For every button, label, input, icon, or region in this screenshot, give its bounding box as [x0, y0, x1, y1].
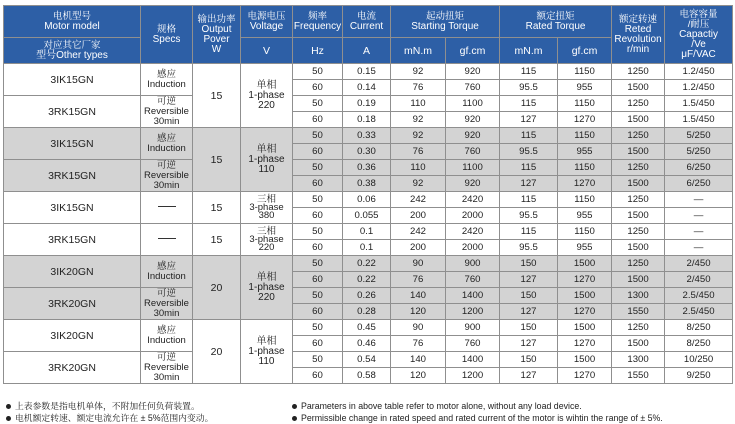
spec-en: Reversible: [144, 361, 189, 373]
cell-starting-torque-gfcm: 900: [446, 320, 500, 336]
voltage-phase: 1-phase: [248, 281, 285, 293]
cell-starting-torque-mnm: 76: [391, 80, 446, 96]
voltage-phase: 3-phase: [249, 201, 284, 213]
cell-rated-speed: 1500: [612, 112, 665, 128]
notes-english: [292, 400, 663, 424]
cell-rated-torque-mnm: 127: [500, 304, 558, 320]
cell-starting-torque-mnm: 200: [391, 208, 446, 224]
unit-rated-torque-gfcm: gf.cm: [558, 38, 612, 64]
spec-en: Reversible: [144, 297, 189, 309]
cell-rated-torque-mnm: 127: [500, 336, 558, 352]
table-row: [4, 192, 733, 208]
cell-rated-torque-gfcm: 1500: [558, 256, 612, 272]
spec-type: [141, 256, 193, 288]
output-power: 15: [193, 224, 241, 256]
cell-rated-torque-mnm: 127: [500, 112, 558, 128]
motor-model: 3RK15GN: [4, 160, 141, 192]
cell-capacitor: 1.2/450: [665, 64, 733, 80]
output-power: 20: [193, 256, 241, 320]
cell-rated-torque-gfcm: 955: [558, 208, 612, 224]
cell-capacitor: 8/250: [665, 336, 733, 352]
cell-rated-torque-gfcm: 1270: [558, 368, 612, 384]
cell-frequency: 50: [293, 256, 343, 272]
cell-current: 0.28: [343, 304, 391, 320]
cell-starting-torque-mnm: 76: [391, 144, 446, 160]
unit-voltage: V: [241, 38, 293, 64]
cell-starting-torque-mnm: 242: [391, 224, 446, 240]
motor-model: 3RK20GN: [4, 352, 141, 384]
note-en-2: Permissible change in rated speed and rated current of the motor is wihtin the range of ± 5%.: [301, 413, 663, 423]
cell-rated-torque-mnm: 150: [500, 352, 558, 368]
voltage-cn: 单相: [256, 79, 277, 91]
motor-spec-table: [3, 5, 733, 384]
spec-en: Induction: [147, 334, 186, 346]
header-current: 电流 Current: [343, 6, 391, 38]
cell-rated-torque-gfcm: 1270: [558, 304, 612, 320]
cell-rated-torque-gfcm: 955: [558, 144, 612, 160]
voltage-cn: 单相: [256, 271, 277, 283]
voltage-cn: 三相: [256, 225, 276, 237]
header-starting-torque: 起动扭矩 Starting Torque: [391, 6, 500, 38]
cell-rated-torque-gfcm: 1150: [558, 224, 612, 240]
voltage-value: 110: [258, 355, 275, 367]
cell-current: 0.58: [343, 368, 391, 384]
voltage-value: 220: [258, 99, 275, 111]
cell-capacitor: 9/250: [665, 368, 733, 384]
voltage-value: 220: [258, 241, 275, 253]
header-capacity: 电容容量 /耐压 Capactiy /Ve μF/VAC: [665, 6, 733, 64]
spec-cn: 感应: [156, 260, 176, 272]
table-row: [4, 96, 733, 112]
spec-en: Reversible: [144, 169, 189, 181]
cell-rated-speed: 1300: [612, 288, 665, 304]
header-voltage: 电源电压 Voltage: [241, 6, 293, 38]
cell-rated-torque-mnm: 115: [500, 64, 558, 80]
cell-rated-torque-gfcm: 1270: [558, 336, 612, 352]
cell-capacitor: 8/250: [665, 320, 733, 336]
header-motor-model: 电机型号 Motor model: [4, 6, 141, 38]
cell-capacitor: —: [665, 192, 733, 208]
cell-rated-speed: 1550: [612, 304, 665, 320]
cell-rated-torque-gfcm: 1150: [558, 192, 612, 208]
spec-type: [141, 64, 193, 96]
cell-starting-torque-gfcm: 2420: [446, 224, 500, 240]
cell-current: 0.15: [343, 64, 391, 80]
table-row: [4, 352, 733, 368]
cell-frequency: 50: [293, 192, 343, 208]
bullet-icon: [6, 416, 11, 421]
output-power: 15: [193, 64, 241, 128]
spec-en: Reversible: [144, 105, 189, 117]
cell-starting-torque-gfcm: 920: [446, 128, 500, 144]
table-row: [4, 256, 733, 272]
cell-rated-speed: 1550: [612, 368, 665, 384]
motor-model: 3RK20GN: [4, 288, 141, 320]
voltage-value: 220: [258, 291, 275, 303]
motor-model: 3RK15GN: [4, 96, 141, 128]
cell-capacitor: —: [665, 224, 733, 240]
cell-starting-torque-gfcm: 920: [446, 112, 500, 128]
cell-starting-torque-gfcm: 760: [446, 144, 500, 160]
cell-capacitor: 5/250: [665, 144, 733, 160]
header-rated-speed: 额定转速 Reted Revolution r/min: [612, 6, 665, 64]
spec-type: [141, 288, 193, 320]
cell-current: 0.14: [343, 80, 391, 96]
voltage-phase: 1-phase: [248, 345, 285, 357]
cell-capacitor: 2.5/450: [665, 304, 733, 320]
cell-current: 0.22: [343, 272, 391, 288]
cell-starting-torque-mnm: 120: [391, 304, 446, 320]
cell-capacitor: 10/250: [665, 352, 733, 368]
cell-current: 0.33: [343, 128, 391, 144]
cell-starting-torque-mnm: 92: [391, 128, 446, 144]
cell-starting-torque-mnm: 92: [391, 176, 446, 192]
spec-type: [141, 224, 193, 256]
cell-rated-torque-gfcm: 1500: [558, 320, 612, 336]
cell-rated-torque-mnm: 127: [500, 176, 558, 192]
cell-rated-speed: 1250: [612, 192, 665, 208]
cell-starting-torque-mnm: 120: [391, 368, 446, 384]
spec-duration: 30min: [153, 179, 180, 191]
cell-frequency: 60: [293, 144, 343, 160]
cell-rated-speed: 1250: [612, 320, 665, 336]
cell-current: 0.18: [343, 112, 391, 128]
output-power: 15: [193, 128, 241, 192]
bullet-icon: [292, 416, 297, 421]
cell-current: 0.055: [343, 208, 391, 224]
header-other-types: 对应其它厂家 型号Other types: [4, 38, 141, 64]
note-cn-1: 上表参数是指电机单体，不附加任何负荷装置。: [15, 401, 200, 411]
cell-rated-torque-gfcm: 1150: [558, 64, 612, 80]
voltage: [241, 128, 293, 192]
cell-current: 0.45: [343, 320, 391, 336]
unit-frequency: Hz: [293, 38, 343, 64]
spec-duration: 30min: [153, 115, 180, 127]
cell-starting-torque-gfcm: 760: [446, 80, 500, 96]
cell-starting-torque-gfcm: 1100: [446, 96, 500, 112]
cell-rated-torque-mnm: 95.5: [500, 80, 558, 96]
cell-rated-torque-mnm: 150: [500, 288, 558, 304]
cell-frequency: 60: [293, 112, 343, 128]
cell-starting-torque-gfcm: 1400: [446, 288, 500, 304]
voltage: [241, 64, 293, 128]
cell-rated-torque-mnm: 127: [500, 272, 558, 288]
header-specs: 规格 Specs: [141, 6, 193, 64]
cell-rated-speed: 1500: [612, 80, 665, 96]
cell-rated-torque-mnm: 95.5: [500, 144, 558, 160]
cell-starting-torque-mnm: 92: [391, 64, 446, 80]
voltage: [241, 256, 293, 320]
spec-cn: 感应: [156, 68, 176, 80]
table-row: [4, 160, 733, 176]
cell-capacitor: 2/450: [665, 256, 733, 272]
table-row: [4, 128, 733, 144]
cell-frequency: 50: [293, 288, 343, 304]
cell-starting-torque-mnm: 140: [391, 352, 446, 368]
output-power: 15: [193, 192, 241, 224]
voltage-cn: 单相: [256, 335, 277, 347]
cell-current: 0.38: [343, 176, 391, 192]
table-row: [4, 288, 733, 304]
cell-starting-torque-mnm: 242: [391, 192, 446, 208]
cell-starting-torque-gfcm: 1100: [446, 160, 500, 176]
cell-current: 0.1: [343, 240, 391, 256]
spec-duration: 30min: [153, 371, 180, 383]
spec-en: Induction: [147, 270, 186, 282]
cell-starting-torque-gfcm: 1200: [446, 304, 500, 320]
cell-starting-torque-gfcm: 920: [446, 64, 500, 80]
voltage-phase: 1-phase: [248, 153, 285, 165]
spec-type: [141, 352, 193, 384]
cell-current: 0.54: [343, 352, 391, 368]
cell-current: 0.36: [343, 160, 391, 176]
cell-frequency: 60: [293, 240, 343, 256]
cell-rated-torque-mnm: 150: [500, 320, 558, 336]
unit-current: A: [343, 38, 391, 64]
dash-mark: [158, 238, 176, 239]
cell-rated-torque-mnm: 115: [500, 96, 558, 112]
spec-type: [141, 320, 193, 352]
cell-rated-torque-mnm: 127: [500, 368, 558, 384]
cell-current: 0.19: [343, 96, 391, 112]
spec-duration: 30min: [153, 307, 180, 319]
voltage: [241, 192, 293, 224]
cell-starting-torque-mnm: 110: [391, 160, 446, 176]
table-header: [4, 6, 733, 64]
cell-starting-torque-mnm: 76: [391, 272, 446, 288]
cell-starting-torque-mnm: 92: [391, 112, 446, 128]
cell-frequency: 60: [293, 304, 343, 320]
cell-rated-torque-gfcm: 1270: [558, 176, 612, 192]
spec-cn: 感应: [156, 132, 176, 144]
note-cn-2: 电机额定转速、额定电流允许在 ± 5%范围内变动。: [15, 413, 214, 423]
cell-rated-speed: 1250: [612, 128, 665, 144]
spec-cn: 可逆: [156, 351, 176, 363]
cell-frequency: 60: [293, 272, 343, 288]
cell-rated-torque-gfcm: 1500: [558, 352, 612, 368]
cell-rated-speed: 1250: [612, 160, 665, 176]
cell-capacitor: —: [665, 240, 733, 256]
motor-model: 3RK15GN: [4, 224, 141, 256]
cell-frequency: 60: [293, 80, 343, 96]
cell-frequency: 60: [293, 176, 343, 192]
cell-starting-torque-gfcm: 1200: [446, 368, 500, 384]
spec-en: Induction: [147, 78, 186, 90]
cell-rated-speed: 1250: [612, 256, 665, 272]
header-rated-torque: 额定扭矩 Rated Torque: [500, 6, 612, 38]
cell-frequency: 50: [293, 320, 343, 336]
cell-capacitor: —: [665, 208, 733, 224]
cell-rated-speed: 1250: [612, 224, 665, 240]
cell-capacitor: 6/250: [665, 160, 733, 176]
spec-cn: 感应: [156, 324, 176, 336]
cell-frequency: 60: [293, 368, 343, 384]
cell-current: 0.26: [343, 288, 391, 304]
cell-capacitor: 1.2/450: [665, 80, 733, 96]
cell-current: 0.06: [343, 192, 391, 208]
cell-frequency: 50: [293, 160, 343, 176]
cell-rated-torque-mnm: 115: [500, 160, 558, 176]
cell-starting-torque-mnm: 90: [391, 256, 446, 272]
cell-starting-torque-gfcm: 2420: [446, 192, 500, 208]
output-power: 20: [193, 320, 241, 384]
motor-model: 3IK20GN: [4, 256, 141, 288]
voltage: [241, 224, 293, 256]
spec-cn: 可逆: [156, 159, 176, 171]
cell-starting-torque-gfcm: 900: [446, 256, 500, 272]
cell-rated-torque-mnm: 115: [500, 224, 558, 240]
motor-model: 3IK15GN: [4, 64, 141, 96]
cell-rated-speed: 1500: [612, 336, 665, 352]
spec-type: [141, 160, 193, 192]
cell-capacitor: 2.5/450: [665, 288, 733, 304]
cell-rated-speed: 1250: [612, 96, 665, 112]
motor-model: 3IK20GN: [4, 320, 141, 352]
cell-starting-torque-gfcm: 1400: [446, 352, 500, 368]
cell-starting-torque-mnm: 140: [391, 288, 446, 304]
table-row: [4, 320, 733, 336]
spec-cn: 可逆: [156, 287, 176, 299]
cell-rated-speed: 1500: [612, 240, 665, 256]
cell-rated-speed: 1500: [612, 272, 665, 288]
cell-starting-torque-gfcm: 760: [446, 272, 500, 288]
voltage-phase: 1-phase: [248, 89, 285, 101]
spec-type: [141, 192, 193, 224]
cell-frequency: 50: [293, 64, 343, 80]
motor-model: 3IK15GN: [4, 128, 141, 160]
cell-capacitor: 5/250: [665, 128, 733, 144]
cell-starting-torque-gfcm: 2000: [446, 240, 500, 256]
voltage-value: 110: [258, 163, 275, 175]
cell-frequency: 50: [293, 128, 343, 144]
unit-rated-torque-mnm: mN.m: [500, 38, 558, 64]
table-body: [4, 64, 733, 384]
cell-frequency: 60: [293, 336, 343, 352]
cell-starting-torque-mnm: 200: [391, 240, 446, 256]
cell-starting-torque-gfcm: 920: [446, 176, 500, 192]
cell-rated-speed: 1250: [612, 64, 665, 80]
cell-rated-torque-mnm: 115: [500, 192, 558, 208]
cell-rated-torque-gfcm: 1270: [558, 272, 612, 288]
cell-rated-speed: 1500: [612, 176, 665, 192]
voltage-cn: 单相: [256, 143, 277, 155]
notes-chinese: [6, 400, 213, 424]
cell-rated-torque-gfcm: 955: [558, 240, 612, 256]
cell-rated-torque-gfcm: 1150: [558, 128, 612, 144]
bullet-icon: [6, 404, 11, 409]
cell-frequency: 50: [293, 224, 343, 240]
cell-rated-torque-gfcm: 1150: [558, 160, 612, 176]
spec-cn: 可逆: [156, 95, 176, 107]
table-row: [4, 64, 733, 80]
cell-capacitor: 6/250: [665, 176, 733, 192]
note-en-1: Parameters in above table refer to motor alone, without any load device.: [301, 401, 582, 411]
cell-frequency: 50: [293, 96, 343, 112]
cell-rated-torque-gfcm: 1270: [558, 112, 612, 128]
cell-current: 0.46: [343, 336, 391, 352]
header-frequency: 频率 Frequency: [293, 6, 343, 38]
cell-rated-torque-mnm: 95.5: [500, 208, 558, 224]
bullet-icon: [292, 404, 297, 409]
cell-starting-torque-gfcm: 2000: [446, 208, 500, 224]
cell-starting-torque-mnm: 110: [391, 96, 446, 112]
spec-type: [141, 128, 193, 160]
cell-starting-torque-mnm: 76: [391, 336, 446, 352]
cell-rated-speed: 1300: [612, 352, 665, 368]
cell-rated-torque-mnm: 115: [500, 128, 558, 144]
cell-frequency: 50: [293, 352, 343, 368]
voltage: [241, 320, 293, 384]
cell-rated-torque-mnm: 150: [500, 256, 558, 272]
cell-rated-torque-gfcm: 955: [558, 80, 612, 96]
motor-model: 3IK15GN: [4, 192, 141, 224]
cell-current: 0.30: [343, 144, 391, 160]
cell-current: 0.1: [343, 224, 391, 240]
dash-mark: [158, 206, 176, 207]
cell-rated-torque-mnm: 95.5: [500, 240, 558, 256]
spec-type: [141, 96, 193, 128]
cell-rated-torque-gfcm: 1500: [558, 288, 612, 304]
voltage-value: 380: [258, 209, 275, 221]
cell-rated-speed: 1500: [612, 144, 665, 160]
cell-capacitor: 2/450: [665, 272, 733, 288]
cell-capacitor: 1.5/450: [665, 112, 733, 128]
voltage-cn: 三相: [256, 193, 276, 205]
voltage-phase: 3-phase: [249, 233, 284, 245]
cell-starting-torque-gfcm: 760: [446, 336, 500, 352]
cell-current: 0.22: [343, 256, 391, 272]
table-row: [4, 224, 733, 240]
cell-starting-torque-mnm: 90: [391, 320, 446, 336]
cell-frequency: 60: [293, 208, 343, 224]
cell-capacitor: 1.5/450: [665, 96, 733, 112]
cell-rated-torque-gfcm: 1150: [558, 96, 612, 112]
cell-rated-speed: 1500: [612, 208, 665, 224]
unit-starting-torque-mnm: mN.m: [391, 38, 446, 64]
unit-starting-torque-gfcm: gf.cm: [446, 38, 500, 64]
spec-en: Induction: [147, 142, 186, 154]
header-output: 输出功率 Output Pover W: [193, 6, 241, 64]
